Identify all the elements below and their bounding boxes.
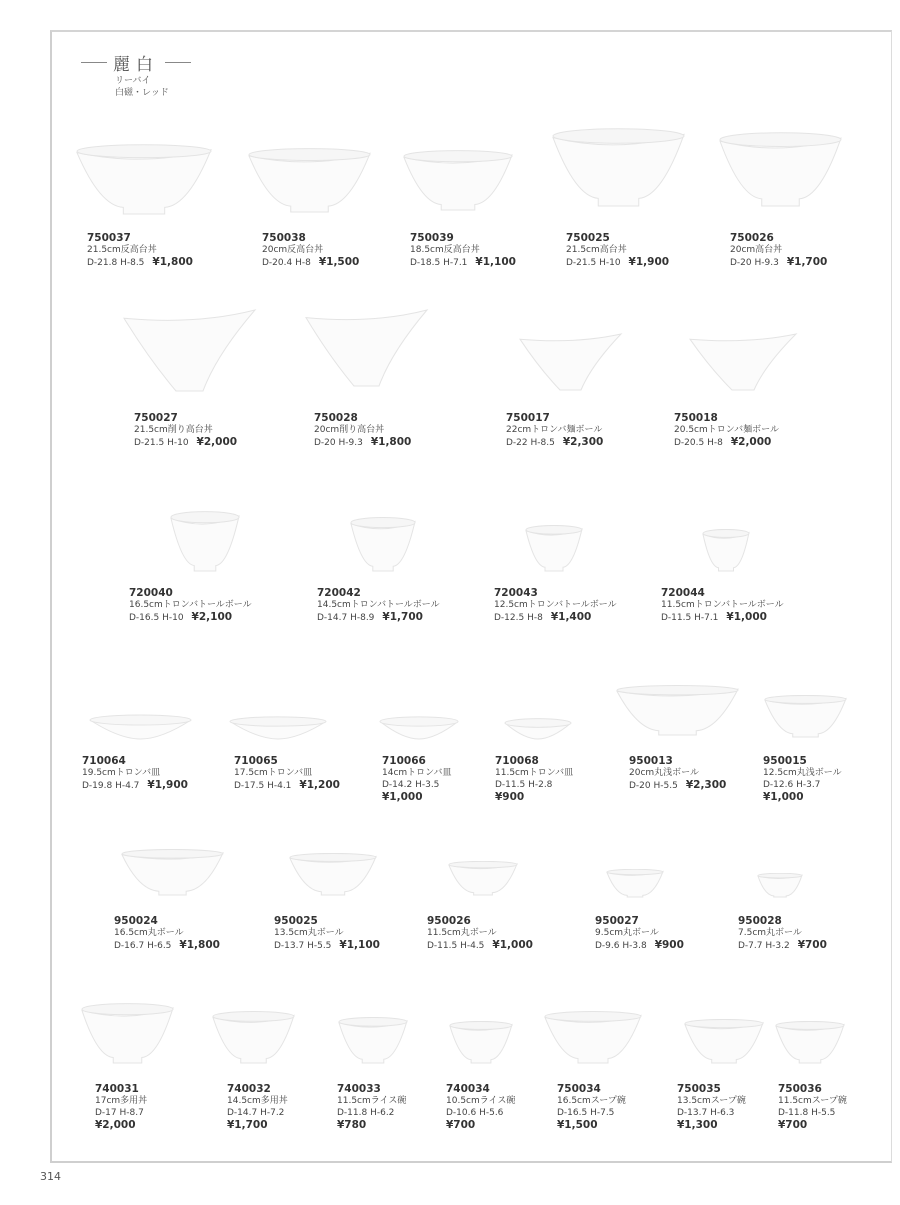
product-bowl-image	[169, 511, 241, 577]
product-bowl-image	[122, 308, 257, 397]
product-bowl-image	[763, 695, 848, 743]
product-price: ¥2,300	[562, 436, 604, 448]
product-bowl-image	[774, 1021, 846, 1069]
product-name: 16.5cmスープ碗	[557, 1096, 626, 1106]
product-code: 740031	[95, 1083, 139, 1095]
product-name: 7.5cm丸ボール	[738, 928, 802, 938]
product-code: 950025	[274, 915, 318, 927]
product-name: 12.5cmトロンバトールボール	[494, 600, 617, 610]
product-dimensions	[262, 256, 412, 269]
product-item	[234, 755, 384, 792]
product-code: 950024	[114, 915, 158, 927]
product-dimensions	[82, 779, 232, 792]
product-bowl-image	[349, 517, 417, 577]
product-spec: D-11.5 H-2.8	[495, 780, 553, 790]
product-code: 710065	[234, 755, 278, 767]
product-code: 750035	[677, 1083, 721, 1095]
product-name: 14.5cmトロンバトールボール	[317, 600, 440, 610]
product-item	[410, 232, 560, 269]
product-dimensions	[595, 939, 745, 952]
product-item	[82, 755, 232, 792]
product-name: 20cm反高台丼	[262, 245, 324, 255]
product-dimensions	[674, 436, 824, 449]
product-name: 18.5cm反高台丼	[410, 245, 480, 255]
product-name: 22cmトロンバ麺ボール	[506, 425, 603, 435]
product-price: ¥700	[446, 1119, 476, 1131]
product-spec: D-20.5 H-8	[674, 438, 723, 448]
product-spec: D-9.6 H-3.8	[595, 941, 647, 951]
product-bowl-image	[756, 873, 804, 903]
product-price: ¥1,000	[382, 791, 423, 803]
product-item	[129, 587, 279, 624]
product-spec: D-20.4 H-8	[262, 258, 311, 268]
product-dimensions	[495, 779, 645, 791]
product-code: 750037	[87, 232, 131, 244]
product-dimensions	[763, 779, 900, 791]
product-dimensions	[730, 256, 880, 269]
product-price: ¥780	[337, 1119, 367, 1131]
product-spec: D-13.7 H-6.3	[677, 1108, 735, 1118]
series-title	[75, 50, 197, 75]
product-dimensions	[661, 611, 811, 624]
product-price: ¥2,000	[95, 1119, 136, 1131]
product-spec: D-12.6 H-3.7	[763, 780, 821, 790]
product-dimensions	[494, 611, 644, 624]
product-bowl-image	[304, 308, 429, 392]
product-name: 17.5cmトロンバ皿	[234, 768, 313, 778]
product-spec: D-22 H-8.5	[506, 438, 555, 448]
product-dimensions	[778, 1107, 900, 1119]
product-spec: D-14.7 H-7.2	[227, 1108, 285, 1118]
product-dimensions	[314, 436, 464, 449]
product-spec: D-7.7 H-3.2	[738, 941, 790, 951]
product-bowl-image	[75, 144, 213, 220]
product-spec: D-14.7 H-8.9	[317, 613, 375, 623]
product-name: 20cm丸浅ボール	[629, 768, 699, 778]
product-dimensions	[87, 256, 237, 269]
product-code: 750017	[506, 412, 550, 424]
product-name: 16.5cm丸ボール	[114, 928, 184, 938]
product-item	[427, 915, 577, 952]
product-code: 720040	[129, 587, 173, 599]
product-price: ¥1,100	[475, 256, 516, 268]
product-bowl-image	[683, 1019, 765, 1069]
product-bowl-image	[211, 1011, 296, 1069]
product-name: 20.5cmトロンバ麺ボール	[674, 425, 779, 435]
product-item	[314, 412, 464, 449]
series-reading: リーバイ	[115, 76, 151, 86]
product-name: 11.5cmトロンバトールボール	[661, 600, 784, 610]
product-price: ¥1,800	[152, 256, 193, 268]
product-spec: D-18.5 H-7.1	[410, 258, 468, 268]
product-code: 750039	[410, 232, 454, 244]
product-spec: D-16.7 H-6.5	[114, 941, 172, 951]
product-name: 14cmトロンバ皿	[382, 768, 452, 778]
product-price: ¥700	[797, 939, 827, 951]
product-name: 13.5cm丸ボール	[274, 928, 344, 938]
product-code: 950026	[427, 915, 471, 927]
product-bowl-image	[120, 849, 225, 901]
product-name: 9.5cm丸ボール	[595, 928, 659, 938]
product-bowl-image	[228, 715, 328, 745]
product-price: ¥1,800	[179, 939, 220, 951]
product-code: 950027	[595, 915, 639, 927]
series-title-text: 麗白	[113, 55, 159, 75]
product-name: 11.5cmライス碗	[337, 1096, 407, 1106]
product-code: 720042	[317, 587, 361, 599]
product-name: 17cm多用丼	[95, 1096, 148, 1106]
product-spec: D-21.5 H-10	[566, 258, 621, 268]
product-spec: D-16.5 H-7.5	[557, 1108, 615, 1118]
product-item	[778, 1083, 900, 1132]
product-name: 21.5cm反高台丼	[87, 245, 157, 255]
product-name: 20cm高台丼	[730, 245, 783, 255]
product-price: ¥1,500	[318, 256, 360, 268]
product-spec: D-10.6 H-5.6	[446, 1108, 504, 1118]
product-item	[595, 915, 745, 952]
product-dimensions	[95, 1107, 245, 1119]
product-dimensions	[566, 256, 716, 269]
product-code: 740034	[446, 1083, 490, 1095]
product-price: ¥2,000	[196, 436, 238, 448]
product-bowl-image	[524, 525, 584, 577]
product-price: ¥1,000	[492, 939, 533, 951]
title-dash-left	[81, 62, 107, 63]
product-code: 750038	[262, 232, 306, 244]
product-code: 710068	[495, 755, 539, 767]
product-price: ¥1,200	[299, 779, 340, 791]
product-code: 750025	[566, 232, 610, 244]
product-item	[730, 232, 880, 269]
product-name: 14.5cm多用丼	[227, 1096, 288, 1106]
product-code: 750036	[778, 1083, 822, 1095]
product-price: ¥1,500	[557, 1119, 598, 1131]
product-dimensions	[317, 611, 467, 624]
product-bowl-image	[337, 1017, 409, 1069]
product-bowl-image	[718, 132, 843, 212]
product-price: ¥1,800	[370, 436, 412, 448]
product-bowl-image	[447, 861, 519, 901]
product-price: ¥2,000	[730, 436, 772, 448]
product-spec: D-21.8 H-8.5	[87, 258, 145, 268]
product-spec: D-16.5 H-10	[129, 613, 184, 623]
product-item	[274, 915, 424, 952]
product-item	[317, 587, 467, 624]
product-name: 19.5cmトロンバ皿	[82, 768, 161, 778]
product-dimensions	[274, 939, 424, 952]
product-bowl-image	[88, 713, 193, 745]
product-spec: D-17.5 H-4.1	[234, 781, 292, 791]
product-spec: D-17 H-8.7	[95, 1108, 144, 1118]
product-spec: D-11.5 H-7.1	[661, 613, 719, 623]
series-material: 白磁・レッド	[115, 88, 169, 98]
product-name: 16.5cmトロンバトールボール	[129, 600, 252, 610]
product-price: ¥900	[654, 939, 684, 951]
product-price: ¥1,700	[786, 256, 828, 268]
product-name: 11.5cmスープ碗	[778, 1096, 847, 1106]
product-dimensions	[134, 436, 284, 449]
product-bowl-image	[402, 150, 514, 216]
product-price: ¥1,000	[763, 791, 804, 803]
product-bowl-image	[543, 1011, 643, 1069]
product-bowl-image	[551, 128, 686, 212]
product-price: ¥1,000	[726, 611, 767, 623]
title-dash-right	[165, 62, 191, 63]
product-spec: D-11.5 H-4.5	[427, 941, 485, 951]
product-bowl-image	[247, 148, 372, 218]
product-price: ¥900	[495, 791, 525, 803]
series-header	[75, 50, 197, 99]
product-name: 11.5cm丸ボール	[427, 928, 497, 938]
product-code: 710066	[382, 755, 426, 767]
product-price: ¥700	[778, 1119, 808, 1131]
product-code: 750027	[134, 412, 178, 424]
product-item	[495, 755, 645, 804]
product-code: 950015	[763, 755, 807, 767]
product-bowl-image	[503, 717, 573, 745]
product-bowl-image	[518, 332, 623, 396]
page-number: 314	[40, 1170, 61, 1183]
product-price: ¥2,100	[191, 611, 233, 623]
product-bowl-image	[448, 1021, 514, 1069]
product-dimensions	[114, 939, 264, 952]
product-spec: D-11.8 H-5.5	[778, 1108, 836, 1118]
product-dimensions	[410, 256, 560, 269]
product-price: ¥2,300	[685, 779, 727, 791]
product-code: 710064	[82, 755, 126, 767]
product-spec: D-19.8 H-4.7	[82, 781, 140, 791]
product-dimensions	[629, 779, 779, 792]
product-item	[262, 232, 412, 269]
product-bowl-image	[605, 869, 665, 903]
product-spec: D-13.7 H-5.5	[274, 941, 332, 951]
product-spec: D-20 H-9.3	[730, 258, 779, 268]
product-bowl-image	[378, 715, 460, 745]
product-code: 740032	[227, 1083, 271, 1095]
product-code: 950028	[738, 915, 782, 927]
product-spec: D-20 H-9.3	[314, 438, 363, 448]
product-spec: D-21.5 H-10	[134, 438, 189, 448]
product-code: 740033	[337, 1083, 381, 1095]
product-code: 750034	[557, 1083, 601, 1095]
product-name: 21.5cm高台丼	[566, 245, 627, 255]
product-item	[661, 587, 811, 624]
product-price: ¥1,700	[227, 1119, 268, 1131]
product-name: 20cm削り高台丼	[314, 425, 385, 435]
product-dimensions	[129, 611, 279, 624]
product-item	[95, 1083, 245, 1132]
product-dimensions	[506, 436, 656, 449]
product-item	[566, 232, 716, 269]
product-code: 750018	[674, 412, 718, 424]
product-dimensions	[234, 779, 384, 792]
product-spec: D-20 H-5.5	[629, 781, 678, 791]
product-bowl-image	[288, 853, 378, 901]
product-spec: D-14.2 H-3.5	[382, 780, 440, 790]
product-code: 950013	[629, 755, 673, 767]
product-price: ¥1,900	[628, 256, 670, 268]
product-bowl-image	[80, 1003, 175, 1069]
product-item	[506, 412, 656, 449]
product-price: ¥1,700	[382, 611, 423, 623]
product-bowl-image	[615, 685, 740, 741]
product-code: 720043	[494, 587, 538, 599]
product-code: 750028	[314, 412, 358, 424]
product-dimensions	[427, 939, 577, 952]
product-item	[738, 915, 888, 952]
product-item	[87, 232, 237, 269]
product-dimensions	[738, 939, 888, 952]
product-item	[134, 412, 284, 449]
product-name: 10.5cmライス碗	[446, 1096, 516, 1106]
product-item	[763, 755, 900, 804]
product-spec: D-12.5 H-8	[494, 613, 543, 623]
product-price: ¥1,900	[147, 779, 188, 791]
product-price: ¥1,400	[550, 611, 592, 623]
product-bowl-image	[688, 332, 798, 396]
product-name: 11.5cmトロンバ皿	[495, 768, 574, 778]
product-item	[674, 412, 824, 449]
product-name: 21.5cm削り高台丼	[134, 425, 213, 435]
product-item	[494, 587, 644, 624]
product-spec: D-11.8 H-6.2	[337, 1108, 395, 1118]
product-price: ¥1,100	[339, 939, 380, 951]
product-price: ¥1,300	[677, 1119, 718, 1131]
product-code: 750026	[730, 232, 774, 244]
product-code: 720044	[661, 587, 705, 599]
product-name: 13.5cmスープ碗	[677, 1096, 746, 1106]
product-name: 12.5cm丸浅ボール	[763, 768, 842, 778]
product-item	[629, 755, 779, 792]
product-item	[114, 915, 264, 952]
product-bowl-image	[701, 529, 751, 577]
